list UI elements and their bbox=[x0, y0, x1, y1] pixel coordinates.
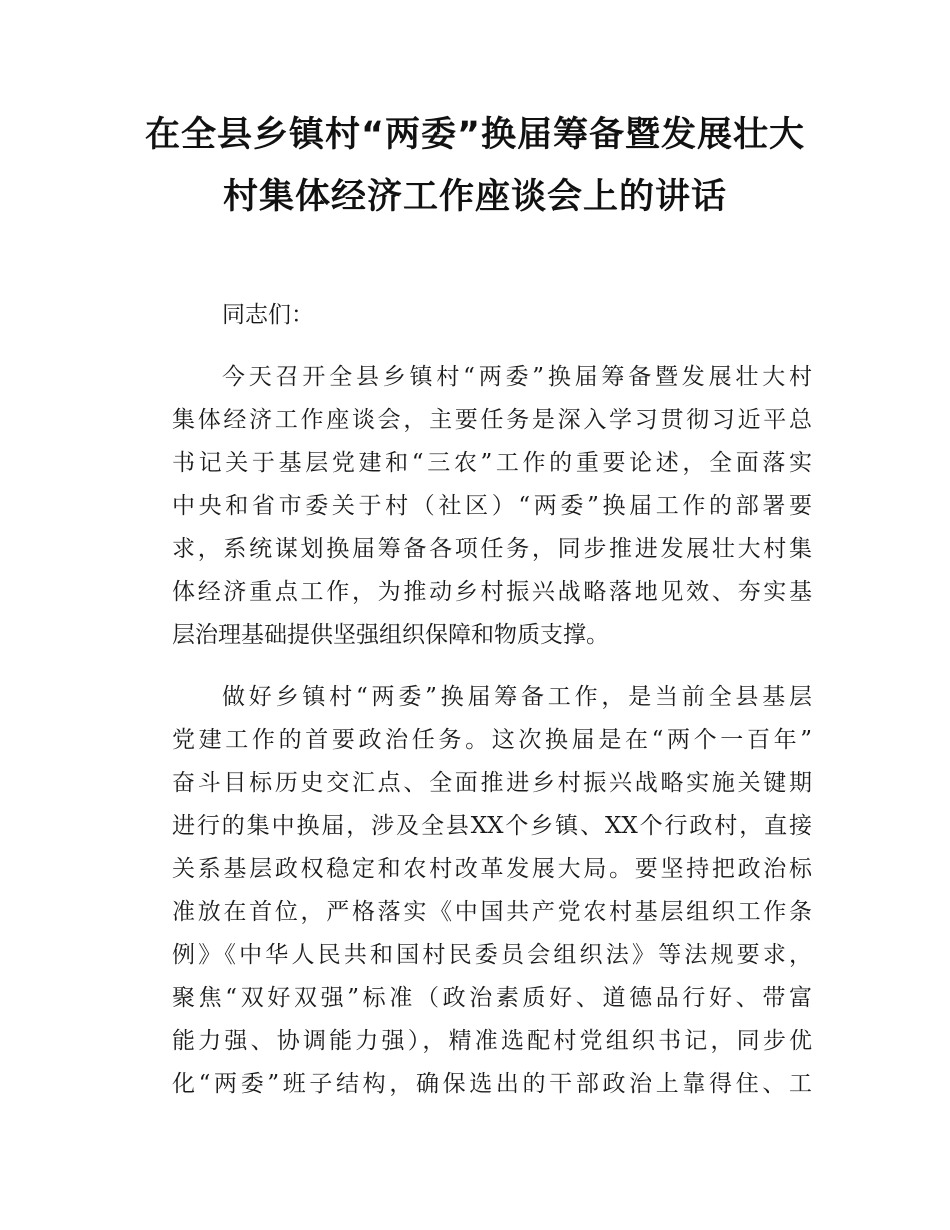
document-title bbox=[120, 104, 830, 228]
title-line-1: 在全县乡镇村“两委”换届筹备暨发展壮大 bbox=[144, 115, 805, 155]
paragraph-2 bbox=[172, 676, 812, 1106]
paragraph-line: 奋斗目标历史交汇点、全面推进乡村振兴战略实施关键期 bbox=[172, 770, 812, 796]
paragraph-line: 书记关于基层党建和“三农”工作的重要论述，全面落实 bbox=[172, 450, 812, 476]
paragraph-line: 求，系统谋划换届筹备各项任务，同步推进发展壮大村集 bbox=[172, 536, 812, 562]
paragraph-line: 例》《中华人民共和国村民委员会组织法》等法规要求， bbox=[172, 942, 812, 968]
paragraph-1 bbox=[172, 356, 812, 657]
paragraph-line: 体经济重点工作，为推动乡村振兴战略落地见效、夯实基 bbox=[172, 579, 812, 605]
paragraph-line: 集体经济工作座谈会，主要任务是深入学习贯彻习近平总 bbox=[172, 407, 812, 433]
paragraph-line: 做好乡镇村“两委”换届筹备工作，是当前全县基层 bbox=[222, 684, 812, 710]
paragraph-line: 进行的集中换届，涉及全县XX个乡镇、XX个行政村，直接 bbox=[172, 813, 812, 839]
title-line-2: 村集体经济工作座谈会上的讲话 bbox=[222, 177, 727, 217]
paragraph-line: 中央和省市委关于村（社区）“两委”换届工作的部署要 bbox=[172, 493, 812, 519]
document-body bbox=[172, 294, 812, 1106]
paragraph-line: 党建工作的首要政治任务。这次换届是在“两个一百年” bbox=[172, 727, 812, 753]
paragraph-line: 聚焦“双好双强”标准（政治素质好、道德品行好、带富 bbox=[172, 985, 812, 1011]
paragraph-line: 今天召开全县乡镇村“两委”换届筹备暨发展壮大村 bbox=[222, 364, 812, 390]
paragraph-line: 准放在首位，严格落实《中国共产党农村基层组织工作条 bbox=[172, 899, 812, 925]
paragraph-line: 关系基层政权稳定和农村改革发展大局。要坚持把政治标 bbox=[172, 856, 812, 882]
paragraph-line: 能力强、协调能力强），精准选配村党组织书记，同步优 bbox=[172, 1028, 812, 1054]
paragraph-line: 化“两委”班子结构，确保选出的干部政治上靠得住、工 bbox=[172, 1071, 812, 1097]
paragraph-line: 层治理基础提供坚强组织保障和物质支撑。 bbox=[172, 622, 609, 648]
salutation: 同志们： bbox=[222, 302, 314, 328]
